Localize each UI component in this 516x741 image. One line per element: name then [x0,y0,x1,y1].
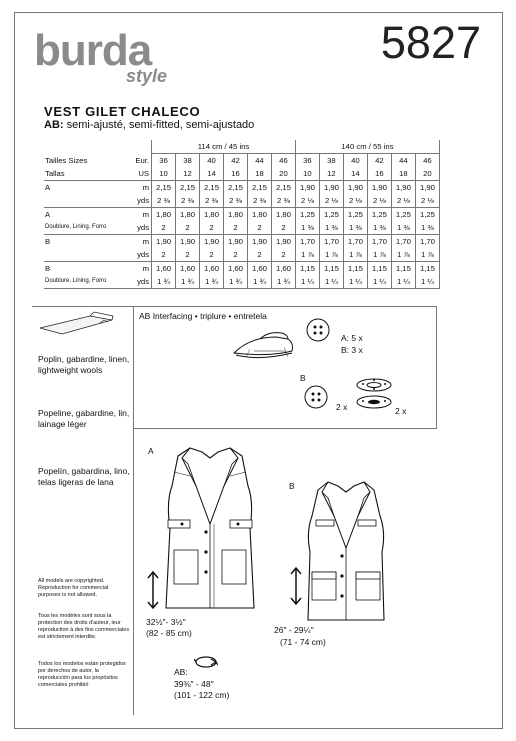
row-sublabel: Doublure, Lining, Forro [44,275,129,289]
yardage-row [44,181,440,195]
yardage-cell: 1,60 [200,262,224,276]
interfacing-label: AB Interfacing • triplure • entretela [139,311,267,321]
yardage-cell: 1 ⅞ [343,248,367,262]
yardage-cell: 1 ⅜ [295,221,319,235]
yardage-cell: 1,70 [367,235,391,249]
width-114: 114 cm / 45 ins [152,140,296,154]
yardage-cell: 2 [152,248,176,262]
yardage-cell: 2,15 [247,181,271,195]
yardage-cell: 1 ¾ [247,275,271,289]
yardage-cell: 1,80 [176,208,200,222]
yardage-cell: 1 ⅞ [295,248,319,262]
yardage-cell: 2 ⅜ [200,194,224,208]
yardage-cell: 1 ¼ [415,275,439,289]
yardage-cell: 1,15 [415,262,439,276]
view-a-length-cm: (82 - 85 cm) [146,628,192,638]
row-unit: yds [129,248,152,262]
yardage-cell: 1,90 [247,235,271,249]
row-unit: yds [129,221,152,235]
row-unit: m [129,262,152,276]
yardage-cell: 1 ¼ [343,275,367,289]
yardage-row [44,194,440,208]
notion-b-label: B [300,373,306,383]
tailles-label: Tailles Sizes [45,155,88,165]
yardage-table: 114 cm / 45 ins 140 cm / 55 ins Tailles Sizes Eur. 36 38 40 42 44 46 36 38 40 42 44 46 Tallas US 10 12 14 16 18 20 10 12 14 16 18 20 A m 2,15 2,15 2,15 2,15 2,15 2,15 1,90 1,90 1,90 1,90 1,90 1,90 yds 2 ⅜ 2 ⅜ 2 ⅜ 2 ⅜ 2 ⅜ 2 ⅜ 2 ⅛ 2 ⅛ 2 ⅛ 2 ⅛ 2 ⅛ 2 ⅛ A m 1,80 1,80 1,80 1,80 1,80 1,80 1,25 1,25 1,25 1,25 1,25 1,25 Doublure, Lining, Forro yds 2 2 2 2 2 2 1 ⅜ 1 ⅜ 1 ⅜ 1 ⅜ 1 ⅜ 1 ⅜ B m 1,90 1,90 1,90 1,90 1,90 1,90 1,70 1,70 1,70 1,70 1,70 1,70 yds 2 2 2 2 2 2 1 ⅞ 1 ⅞ 1 ⅞ 1 ⅞ 1 ⅞ 1 ⅞ B m 1,60 1,60 1,60 1,60 1,60 1,60 1,15 1,15 1,15 1,15 1,15 1,15 Doublure, Lining, Forro yds 1 ¾ 1 ¾ 1 ¾ 1 ¾ 1 ¾ 1 ¾ 1 ¼ 1 ¼ 1 ¼ 1 ¼ 1 ¼ 1 ¼ [44,140,440,289]
yardage-cell: 1,90 [391,181,415,195]
yardage-cell: 1,70 [319,235,343,249]
yardage-cell: 1,80 [224,208,248,222]
yardage-cell: 1,15 [391,262,415,276]
button-b-icon [304,385,328,409]
garment-title: VEST GILET CHALECO [44,104,201,119]
yardage-cell: 2 [200,248,224,262]
eur-label: Eur. [129,154,152,168]
yardage-row [44,275,440,289]
yardage-cell: 1,25 [343,208,367,222]
row-unit: yds [129,194,152,208]
vest-a-drawing [160,442,260,614]
yardage-cell: 1,60 [176,262,200,276]
snap-count: 2 x [395,406,407,416]
yardage-cell: 1,90 [176,235,200,249]
row-unit: m [129,208,152,222]
view-a-length: 32½"- 3½" [146,617,186,627]
yardage-cell: 1 ¾ [176,275,200,289]
yardage-cell: 2 [152,221,176,235]
yardage-cell: 1 ¾ [152,275,176,289]
yardage-cell: 1,80 [152,208,176,222]
yardage-cell: 2 ⅜ [224,194,248,208]
yardage-cell: 2 ⅛ [319,194,343,208]
ab-width-label: AB: [174,667,188,677]
yardage-row [44,235,440,249]
notions-panel [134,306,437,429]
view-b-length-cm: (71 - 74 cm) [280,637,326,647]
yardage-cell: 2 ⅜ [176,194,200,208]
yardage-cell: 2,15 [176,181,200,195]
row-label: B [45,237,51,246]
button-b-count: 2 x [336,402,348,412]
ab-width: 39⅜" - 48" [174,679,214,689]
yardage-cell: 2 ⅛ [343,194,367,208]
pattern-number: 5827 [380,17,481,68]
yardage-cell: 1 ⅜ [415,221,439,235]
yardage-cell: 1,25 [295,208,319,222]
fabric-es: Popelín, gabardina, lino, telas ligeras de lana [38,466,130,487]
yardage-cell: 1 ¼ [319,275,343,289]
yardage-cell: 1 ¾ [271,275,295,289]
copyright-en: All models are copyrighted. Reproduction for commercial purposes is not allowed. [38,578,109,598]
yardage-cell: 1 ⅞ [415,248,439,262]
yardage-cell: 1,90 [271,235,295,249]
yardage-cell: 1,25 [319,208,343,222]
buttons-b-count: B: 3 x [341,345,363,355]
yardage-row [44,248,440,262]
yardage-cell: 2,15 [152,181,176,195]
yardage-row [44,208,440,222]
yardage-cell: 1,90 [367,181,391,195]
yardage-cell: 1,60 [152,262,176,276]
tallas-label: Tallas [44,167,129,181]
yardage-cell: 1 ¾ [224,275,248,289]
yardage-cell: 1,90 [415,181,439,195]
yardage-cell: 2 [271,248,295,262]
ab-width-cm: (101 - 122 cm) [174,690,230,700]
iron-icon [230,329,300,361]
yardage-cell: 2 ⅛ [295,194,319,208]
yardage-cell: 2 [200,221,224,235]
yardage-cell: 1 ¼ [391,275,415,289]
yardage-cell: 1,80 [200,208,224,222]
yardage-cell: 1 ⅜ [367,221,391,235]
yardage-row [44,262,440,276]
yardage-cell: 2 [224,221,248,235]
yardage-cell: 1 ¼ [295,275,319,289]
yardage-cell: 1 ⅞ [319,248,343,262]
row-label [44,194,129,208]
length-arrow-a-icon [146,570,160,610]
tape-measure-icon [194,654,218,670]
yardage-cell: 1,15 [343,262,367,276]
yardage-cell: 1 ⅜ [343,221,367,235]
yardage-cell: 2 [176,248,200,262]
yardage-cell: 1,90 [200,235,224,249]
logo-brand: burda [34,26,152,75]
yardage-cell: 1,25 [391,208,415,222]
row-unit: m [129,235,152,249]
yardage-cell: 1 ¼ [367,275,391,289]
yardage-cell: 1,15 [367,262,391,276]
copyright-fr: Tous les modèles sont sous la protection des droits d'auteur, leur reproduction à des fins commerciales est strictement interdite. [38,613,130,640]
yardage-cell: 1,70 [343,235,367,249]
yardage-cell: 1,60 [247,262,271,276]
length-arrow-b-icon [289,566,303,606]
yardage-cell: 2 [224,248,248,262]
yardage-cell: 1,90 [343,181,367,195]
fabric-fr: Popeline, gabardine, lin, lainage léger [38,408,130,429]
us-label: US [129,167,152,181]
yardage-cell: 1,25 [367,208,391,222]
yardage-cell: 1,25 [415,208,439,222]
buttons-a-count: A: 5 x [341,333,363,343]
row-sublabel: Doublure, Lining, Forro [44,221,129,235]
yardage-cell: 1,60 [271,262,295,276]
row-unit: m [129,181,152,195]
row-label: A [45,183,51,192]
fabric-en: Poplin, gabardine, linen, lightweight wools [38,354,130,375]
yardage-cell: 1,90 [295,181,319,195]
view-b-length: 26" - 29¼" [274,625,314,635]
row-label: A [45,210,51,219]
yardage-row [44,221,440,235]
yardage-cell: 1,80 [247,208,271,222]
logo-sub: style [126,66,168,86]
yardage-cell: 1,80 [271,208,295,222]
yardage-cell: 1 ¾ [200,275,224,289]
yardage-cell: 2 ⅛ [367,194,391,208]
yardage-cell: 1 ⅜ [319,221,343,235]
yardage-cell: 2,15 [200,181,224,195]
vest-b-drawing [302,476,390,626]
yardage-cell: 1,70 [295,235,319,249]
yardage-cell: 1 ⅞ [367,248,391,262]
row-unit: yds [129,275,152,289]
yardage-cell: 1 ⅜ [391,221,415,235]
burda-logo [34,26,168,86]
button-a-icon [306,318,330,342]
yardage-cell: 2,15 [224,181,248,195]
yardage-cell: 2 [176,221,200,235]
row-label: B [45,264,51,273]
yardage-cell: 2 ⅜ [271,194,295,208]
yardage-cell: 1,90 [152,235,176,249]
yardage-cell: 2,15 [271,181,295,195]
yardage-cell: 2 ⅛ [391,194,415,208]
yardage-cell: 1,90 [319,181,343,195]
row-label [44,248,129,262]
fabric-swatch-icon [38,310,114,336]
yardage-cell: 2 [271,221,295,235]
yardage-cell: 2 ⅛ [415,194,439,208]
view-b-label: B [289,481,295,491]
yardage-cell: 2 ⅜ [152,194,176,208]
fit-description: AB: semi-ajusté, semi-fitted, semi-ajustado [44,119,255,131]
yardage-cell: 1,15 [295,262,319,276]
copyright-es: Todos los modelos están protegidos por derechos de autor, la reproducción para los propósitos comerciales prohibió [38,661,126,688]
yardage-cell: 1,15 [319,262,343,276]
width-140: 140 cm / 55 ins [295,140,439,154]
yardage-cell: 1,90 [224,235,248,249]
view-a-label: A [148,446,154,456]
yardage-cell: 2 ⅜ [247,194,271,208]
yardage-cell: 1,60 [224,262,248,276]
yardage-cell: 2 [247,248,271,262]
yardage-cell: 1,70 [415,235,439,249]
snap-fastener-icon [354,376,394,410]
yardage-cell: 2 [247,221,271,235]
yardage-cell: 1,70 [391,235,415,249]
yardage-cell: 1 ⅞ [391,248,415,262]
